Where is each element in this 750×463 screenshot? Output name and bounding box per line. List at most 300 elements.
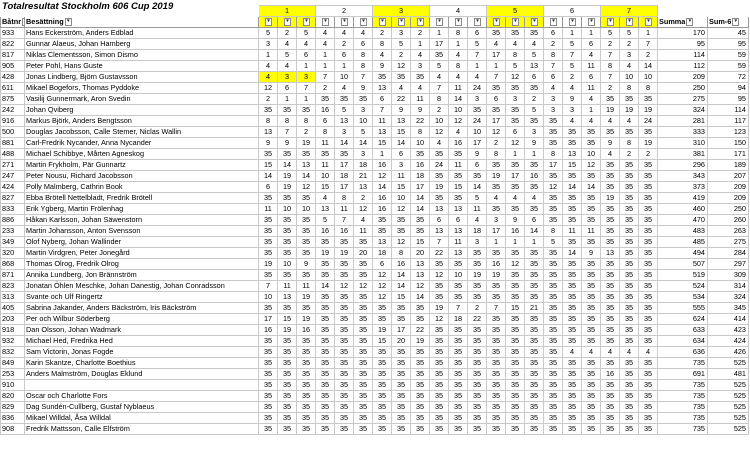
score-cell[interactable]: 4 [411, 83, 430, 94]
dropdown-filter-icon[interactable]: ▾ [379, 18, 386, 26]
score-cell[interactable]: 2 [392, 50, 411, 61]
score-cell[interactable]: 11 [354, 226, 373, 237]
score-cell[interactable]: 35 [278, 193, 297, 204]
score-cell[interactable]: 35 [335, 94, 354, 105]
score-cell[interactable]: 1 [278, 94, 297, 105]
score-cell[interactable]: 13 [430, 204, 449, 215]
score-cell[interactable]: 35 [563, 281, 582, 292]
score-cell[interactable]: 15 [278, 314, 297, 325]
score-cell[interactable]: 18 [449, 314, 468, 325]
score-cell[interactable]: 12 [487, 127, 506, 138]
score-cell[interactable]: 17 [468, 138, 487, 149]
score-cell[interactable]: 35 [392, 424, 411, 435]
score-cell[interactable]: 5 [297, 28, 316, 39]
score-cell[interactable]: 35 [601, 259, 620, 270]
score-cell[interactable]: 35 [506, 248, 525, 259]
score-cell[interactable]: 35 [601, 127, 620, 138]
score-cell[interactable]: 35 [297, 380, 316, 391]
score-cell[interactable]: 35 [335, 402, 354, 413]
sum6-cell[interactable]: 209 [708, 182, 749, 193]
score-cell[interactable]: 2 [259, 94, 278, 105]
score-cell[interactable]: 35 [278, 358, 297, 369]
score-cell[interactable]: 17 [544, 160, 563, 171]
crew-cell[interactable]: Jonatan Öhlen Meschke, Johan Danestig, Johan Conradsson [25, 281, 259, 292]
score-cell[interactable]: 35 [487, 248, 506, 259]
score-cell[interactable]: 35 [430, 369, 449, 380]
score-cell[interactable]: 35 [620, 237, 639, 248]
score-cell[interactable]: 35 [449, 336, 468, 347]
score-cell[interactable]: 19 [297, 314, 316, 325]
sum6-cell[interactable]: 59 [708, 61, 749, 72]
score-cell[interactable]: 8 [316, 127, 335, 138]
score-cell[interactable]: 14 [392, 138, 411, 149]
score-cell[interactable]: 35 [582, 259, 601, 270]
score-cell[interactable]: 35 [335, 270, 354, 281]
score-cell[interactable]: 35 [525, 281, 544, 292]
score-cell[interactable]: 4 [506, 193, 525, 204]
crew-cell[interactable]: Gunnar Alaeus, Johan Hamberg [25, 39, 259, 50]
score-cell[interactable]: 35 [582, 380, 601, 391]
score-cell[interactable]: 35 [563, 171, 582, 182]
score-cell[interactable]: 13 [525, 61, 544, 72]
crew-cell[interactable]: Sam Victorin, Jonas Fogde [25, 347, 259, 358]
score-cell[interactable]: 12 [506, 138, 525, 149]
score-cell[interactable]: 4 [335, 28, 354, 39]
score-cell[interactable]: 7 [449, 303, 468, 314]
score-cell[interactable]: 35 [563, 237, 582, 248]
score-cell[interactable]: 35 [601, 292, 620, 303]
score-cell[interactable]: 35 [449, 325, 468, 336]
score-cell[interactable]: 35 [487, 314, 506, 325]
score-cell[interactable]: 3 [354, 105, 373, 116]
sum-cell[interactable]: 485 [658, 237, 708, 248]
score-cell[interactable]: 35 [297, 402, 316, 413]
score-cell[interactable]: 35 [335, 391, 354, 402]
score-cell[interactable]: 35 [582, 292, 601, 303]
score-cell[interactable]: 35 [620, 336, 639, 347]
score-cell[interactable]: 35 [620, 358, 639, 369]
score-cell[interactable]: 35 [620, 303, 639, 314]
score-cell[interactable]: 35 [430, 325, 449, 336]
sum6-cell[interactable]: 123 [708, 127, 749, 138]
score-cell[interactable]: 18 [468, 226, 487, 237]
score-cell[interactable]: 10 [259, 292, 278, 303]
score-cell[interactable]: 35 [468, 105, 487, 116]
score-cell[interactable]: 35 [297, 237, 316, 248]
score-cell[interactable]: 10 [297, 204, 316, 215]
score-cell[interactable]: 12 [392, 237, 411, 248]
boat-number-cell[interactable]: 827 [1, 193, 25, 204]
score-cell[interactable]: 35 [411, 215, 430, 226]
score-cell[interactable]: 35 [544, 248, 563, 259]
score-cell[interactable]: 35 [354, 347, 373, 358]
boat-number-cell[interactable]: 918 [1, 325, 25, 336]
score-cell[interactable]: 35 [335, 380, 354, 391]
score-cell[interactable]: 35 [563, 325, 582, 336]
score-cell[interactable]: 8 [449, 28, 468, 39]
score-cell[interactable]: 35 [297, 358, 316, 369]
score-cell[interactable]: 35 [430, 281, 449, 292]
score-cell[interactable]: 17 [335, 160, 354, 171]
score-cell[interactable]: 35 [582, 237, 601, 248]
score-cell[interactable]: 14 [582, 182, 601, 193]
score-cell[interactable]: 35 [392, 314, 411, 325]
score-cell[interactable]: 35 [544, 281, 563, 292]
boat-number-cell[interactable]: 886 [1, 215, 25, 226]
score-cell[interactable]: 35 [449, 424, 468, 435]
score-cell[interactable]: 4 [316, 28, 335, 39]
score-cell[interactable]: 19 [601, 193, 620, 204]
score-cell[interactable]: 35 [411, 226, 430, 237]
score-cell[interactable]: 35 [506, 347, 525, 358]
score-cell[interactable]: 35 [316, 391, 335, 402]
score-cell[interactable]: 7 [468, 50, 487, 61]
boat-number-cell[interactable]: 320 [1, 248, 25, 259]
score-cell[interactable]: 14 [392, 270, 411, 281]
score-cell[interactable]: 35 [544, 347, 563, 358]
score-cell[interactable]: 35 [544, 259, 563, 270]
score-cell[interactable]: 6 [468, 160, 487, 171]
score-cell[interactable]: 6 [544, 72, 563, 83]
score-cell[interactable]: 35 [525, 402, 544, 413]
score-cell[interactable]: 19 [278, 171, 297, 182]
score-cell[interactable]: 13 [392, 116, 411, 127]
score-cell[interactable]: 14 [468, 182, 487, 193]
score-cell[interactable]: 16 [297, 325, 316, 336]
boat-number-cell[interactable]: 500 [1, 127, 25, 138]
score-cell[interactable]: 12 [430, 127, 449, 138]
score-cell[interactable]: 35 [411, 72, 430, 83]
score-cell[interactable]: 8 [259, 116, 278, 127]
crew-cell[interactable]: Mikael Bogefors, Thomas Pyddoke [25, 83, 259, 94]
score-cell[interactable]: 35 [392, 215, 411, 226]
sum-cell[interactable]: 281 [658, 116, 708, 127]
score-cell[interactable]: 8 [335, 193, 354, 204]
score-cell[interactable]: 6 [373, 94, 392, 105]
score-cell[interactable]: 10 [392, 193, 411, 204]
score-cell[interactable]: 11 [278, 281, 297, 292]
score-cell[interactable]: 35 [620, 325, 639, 336]
score-cell[interactable]: 14 [411, 193, 430, 204]
score-cell[interactable]: 5 [563, 39, 582, 50]
sum-cell[interactable]: 470 [658, 215, 708, 226]
score-cell[interactable]: 6 [259, 182, 278, 193]
score-cell[interactable]: 5 [525, 50, 544, 61]
score-cell[interactable]: 10 [278, 204, 297, 215]
score-cell[interactable]: 7 [373, 105, 392, 116]
score-cell[interactable]: 35 [316, 424, 335, 435]
score-cell[interactable]: 10 [411, 138, 430, 149]
score-cell[interactable]: 14 [373, 182, 392, 193]
score-cell[interactable]: 35 [430, 424, 449, 435]
score-cell[interactable]: 9 [278, 138, 297, 149]
score-cell[interactable]: 35 [449, 380, 468, 391]
score-cell[interactable]: 35 [468, 259, 487, 270]
score-cell[interactable]: 35 [316, 325, 335, 336]
score-cell[interactable]: 16 [316, 105, 335, 116]
score-cell[interactable]: 35 [563, 204, 582, 215]
boat-number-cell[interactable]: 817 [1, 50, 25, 61]
score-cell[interactable]: 35 [354, 303, 373, 314]
score-cell[interactable]: 11 [316, 160, 335, 171]
score-cell[interactable]: 35 [392, 369, 411, 380]
score-cell[interactable]: 4 [620, 116, 639, 127]
boat-number-cell[interactable]: 822 [1, 39, 25, 50]
crew-cell[interactable]: Håkan Karlsson, Johan Säwenstorn [25, 215, 259, 226]
score-cell[interactable]: 35 [468, 391, 487, 402]
score-cell[interactable]: 19 [316, 248, 335, 259]
score-cell[interactable]: 2 [639, 149, 658, 160]
score-cell[interactable]: 35 [487, 182, 506, 193]
dropdown-filter-icon[interactable]: ▾ [732, 18, 739, 26]
score-cell[interactable]: 4 [525, 39, 544, 50]
score-cell[interactable]: 35 [373, 391, 392, 402]
score-cell[interactable]: 35 [506, 28, 525, 39]
score-cell[interactable]: 24 [468, 116, 487, 127]
score-cell[interactable]: 35 [373, 215, 392, 226]
score-cell[interactable]: 35 [544, 292, 563, 303]
sum-cell[interactable]: 691 [658, 369, 708, 380]
score-cell[interactable]: 35 [278, 402, 297, 413]
boat-number-cell[interactable]: 933 [1, 28, 25, 39]
score-cell[interactable]: 35 [392, 380, 411, 391]
score-cell[interactable]: 35 [259, 303, 278, 314]
score-cell[interactable]: 35 [297, 149, 316, 160]
score-cell[interactable]: 4 [354, 28, 373, 39]
score-cell[interactable]: 1 [297, 61, 316, 72]
sum6-cell[interactable]: 324 [708, 292, 749, 303]
sum-cell[interactable]: 534 [658, 292, 708, 303]
score-cell[interactable]: 6 [297, 50, 316, 61]
score-cell[interactable]: 35 [468, 336, 487, 347]
score-cell[interactable]: 35 [354, 292, 373, 303]
score-cell[interactable]: 2 [316, 83, 335, 94]
score-cell[interactable]: 35 [259, 369, 278, 380]
score-cell[interactable]: 35 [278, 226, 297, 237]
score-cell[interactable]: 10 [449, 105, 468, 116]
score-cell[interactable]: 35 [525, 292, 544, 303]
score-cell[interactable]: 35 [430, 149, 449, 160]
score-cell[interactable]: 9 [601, 138, 620, 149]
score-cell[interactable]: 12 [582, 160, 601, 171]
dropdown-filter-icon[interactable]: ▾ [265, 18, 272, 26]
score-cell[interactable]: 35 [430, 347, 449, 358]
score-cell[interactable]: 7 [430, 83, 449, 94]
score-cell[interactable]: 9 [259, 138, 278, 149]
sum6-cell[interactable]: 309 [708, 270, 749, 281]
score-cell[interactable]: 35 [639, 171, 658, 182]
crew-cell[interactable]: Mikael Willdal, Åsa Willdal [25, 413, 259, 424]
score-cell[interactable]: 15 [392, 292, 411, 303]
score-cell[interactable]: 35 [639, 270, 658, 281]
sum6-cell[interactable]: 94 [708, 83, 749, 94]
score-cell[interactable]: 35 [525, 182, 544, 193]
score-cell[interactable]: 35 [620, 94, 639, 105]
score-cell[interactable]: 8 [354, 61, 373, 72]
score-cell[interactable]: 1 [639, 28, 658, 39]
score-cell[interactable]: 12 [430, 270, 449, 281]
boat-number-cell[interactable]: 488 [1, 149, 25, 160]
sum6-cell[interactable]: 45 [708, 28, 749, 39]
sum-cell[interactable]: 524 [658, 281, 708, 292]
score-cell[interactable]: 35 [259, 336, 278, 347]
score-cell[interactable]: 35 [620, 281, 639, 292]
score-cell[interactable]: 17 [506, 171, 525, 182]
score-cell[interactable]: 35 [620, 391, 639, 402]
score-cell[interactable]: 11 [316, 138, 335, 149]
score-cell[interactable]: 35 [259, 424, 278, 435]
score-cell[interactable]: 35 [639, 391, 658, 402]
score-cell[interactable]: 35 [506, 270, 525, 281]
score-cell[interactable]: 7 [639, 39, 658, 50]
score-cell[interactable]: 35 [335, 347, 354, 358]
score-cell[interactable]: 5 [468, 39, 487, 50]
score-cell[interactable]: 35 [354, 336, 373, 347]
score-cell[interactable]: 35 [449, 358, 468, 369]
score-cell[interactable]: 35 [354, 270, 373, 281]
sum6-cell[interactable]: 525 [708, 402, 749, 413]
score-cell[interactable]: 35 [639, 413, 658, 424]
score-cell[interactable]: 19 [430, 303, 449, 314]
score-cell[interactable]: 35 [430, 336, 449, 347]
score-cell[interactable]: 35 [373, 72, 392, 83]
crew-cell[interactable]: Erik Ygberg, Martin Frölenhag [25, 204, 259, 215]
score-cell[interactable]: 18 [411, 171, 430, 182]
score-cell[interactable]: 35 [354, 259, 373, 270]
crew-cell[interactable]: Vasilij Gunnermark, Aron Svedin [25, 94, 259, 105]
score-cell[interactable]: 35 [601, 171, 620, 182]
score-cell[interactable]: 17 [487, 226, 506, 237]
score-cell[interactable]: 35 [639, 369, 658, 380]
score-cell[interactable]: 35 [278, 149, 297, 160]
score-cell[interactable]: 6 [278, 83, 297, 94]
sum6-cell[interactable]: 209 [708, 193, 749, 204]
score-cell[interactable]: 35 [544, 193, 563, 204]
score-cell[interactable]: 35 [297, 303, 316, 314]
boat-number-cell[interactable]: 881 [1, 138, 25, 149]
score-cell[interactable]: 4 [449, 72, 468, 83]
score-cell[interactable]: 35 [411, 347, 430, 358]
sum6-cell[interactable]: 423 [708, 325, 749, 336]
score-cell[interactable]: 35 [487, 336, 506, 347]
score-cell[interactable]: 35 [449, 347, 468, 358]
score-cell[interactable]: 35 [582, 314, 601, 325]
score-cell[interactable]: 12 [354, 281, 373, 292]
score-cell[interactable]: 35 [544, 171, 563, 182]
score-cell[interactable]: 5 [468, 193, 487, 204]
score-cell[interactable]: 35 [411, 303, 430, 314]
sum-cell[interactable]: 735 [658, 391, 708, 402]
score-cell[interactable]: 35 [582, 402, 601, 413]
score-cell[interactable]: 35 [259, 215, 278, 226]
crew-cell[interactable]: Thomas Olrog, Fredrik Olrog [25, 259, 259, 270]
score-cell[interactable]: 35 [430, 358, 449, 369]
crew-cell[interactable]: Oscar och Charlotte Fors [25, 391, 259, 402]
sum-cell[interactable]: 494 [658, 248, 708, 259]
sum-cell[interactable]: 735 [658, 402, 708, 413]
score-cell[interactable]: 4 [373, 50, 392, 61]
score-cell[interactable]: 35 [354, 358, 373, 369]
score-cell[interactable]: 35 [316, 347, 335, 358]
score-cell[interactable]: 35 [601, 281, 620, 292]
score-cell[interactable]: 14 [297, 171, 316, 182]
score-cell[interactable]: 1 [411, 39, 430, 50]
score-cell[interactable]: 13 [259, 127, 278, 138]
score-cell[interactable]: 35 [335, 292, 354, 303]
sum-cell[interactable]: 333 [658, 127, 708, 138]
score-cell[interactable]: 35 [506, 182, 525, 193]
score-cell[interactable]: 19 [297, 292, 316, 303]
score-cell[interactable]: 35 [354, 424, 373, 435]
sum-cell[interactable]: 634 [658, 336, 708, 347]
score-cell[interactable]: 35 [544, 215, 563, 226]
score-cell[interactable]: 4 [278, 61, 297, 72]
score-cell[interactable]: 5 [563, 61, 582, 72]
score-cell[interactable]: 35 [620, 424, 639, 435]
score-cell[interactable]: 1 [506, 149, 525, 160]
score-cell[interactable]: 11 [411, 94, 430, 105]
sum6-cell[interactable]: 260 [708, 215, 749, 226]
score-cell[interactable]: 12 [506, 259, 525, 270]
score-cell[interactable]: 2 [620, 149, 639, 160]
score-cell[interactable]: 14 [563, 182, 582, 193]
score-cell[interactable]: 35 [544, 116, 563, 127]
score-cell[interactable]: 35 [430, 380, 449, 391]
score-cell[interactable]: 7 [544, 61, 563, 72]
score-cell[interactable]: 35 [639, 259, 658, 270]
score-cell[interactable]: 35 [373, 380, 392, 391]
score-cell[interactable]: 35 [582, 138, 601, 149]
score-cell[interactable]: 35 [525, 204, 544, 215]
sum-cell[interactable]: 636 [658, 347, 708, 358]
score-cell[interactable]: 11 [468, 204, 487, 215]
score-cell[interactable]: 19 [411, 336, 430, 347]
score-cell[interactable]: 35 [525, 336, 544, 347]
score-cell[interactable]: 35 [601, 160, 620, 171]
score-cell[interactable]: 6 [544, 28, 563, 39]
score-cell[interactable]: 19 [430, 182, 449, 193]
score-cell[interactable]: 5 [278, 50, 297, 61]
score-cell[interactable]: 35 [468, 347, 487, 358]
score-cell[interactable]: 35 [373, 369, 392, 380]
score-cell[interactable]: 35 [544, 380, 563, 391]
score-cell[interactable]: 12 [297, 182, 316, 193]
boat-number-cell[interactable]: 820 [1, 391, 25, 402]
score-cell[interactable]: 3 [544, 105, 563, 116]
score-cell[interactable]: 35 [601, 270, 620, 281]
score-cell[interactable]: 35 [582, 369, 601, 380]
score-cell[interactable]: 35 [544, 358, 563, 369]
score-cell[interactable]: 3 [392, 28, 411, 39]
score-cell[interactable]: 35 [582, 193, 601, 204]
score-cell[interactable]: 35 [620, 182, 639, 193]
dropdown-filter-icon[interactable]: ▾ [284, 18, 291, 26]
score-cell[interactable]: 35 [335, 336, 354, 347]
crew-cell[interactable]: Per och Wilbur Söderberg [25, 314, 259, 325]
dropdown-filter-icon[interactable]: ▾ [303, 18, 310, 26]
score-cell[interactable]: 4 [487, 39, 506, 50]
score-cell[interactable]: 3 [563, 105, 582, 116]
score-cell[interactable]: 35 [620, 413, 639, 424]
score-cell[interactable]: 35 [639, 248, 658, 259]
score-cell[interactable]: 1 [316, 61, 335, 72]
score-cell[interactable]: 35 [601, 182, 620, 193]
score-cell[interactable]: 35 [449, 259, 468, 270]
score-cell[interactable]: 10 [278, 259, 297, 270]
score-cell[interactable]: 1 [373, 149, 392, 160]
score-cell[interactable]: 35 [620, 204, 639, 215]
score-cell[interactable]: 22 [411, 325, 430, 336]
